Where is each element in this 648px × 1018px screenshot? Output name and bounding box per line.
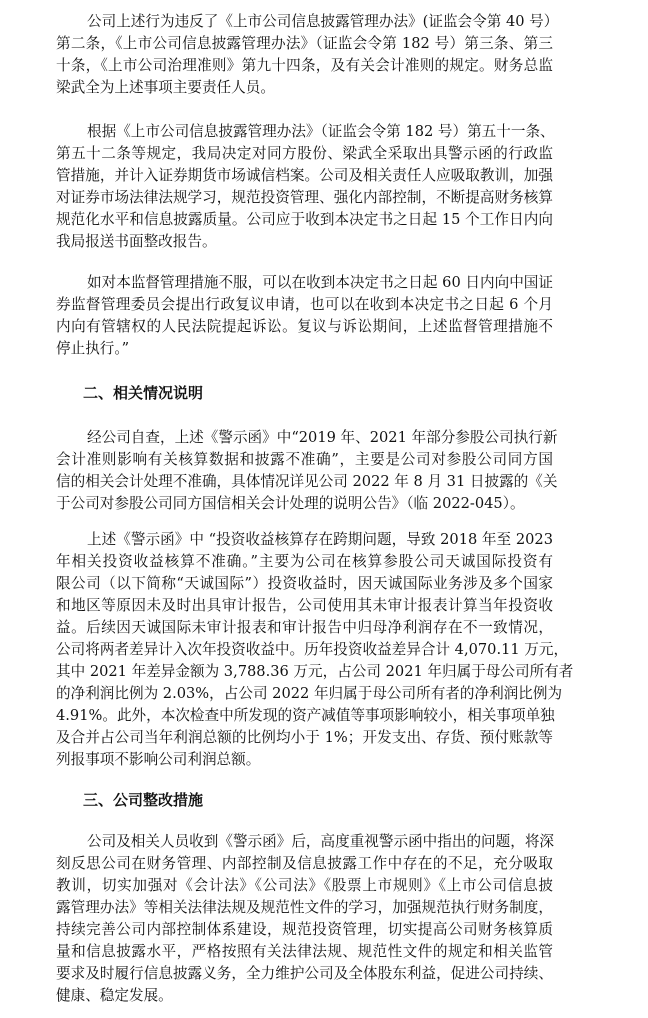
text-line: 公司及相关人员收到《警示函》后，高度重视警示函中指出的问题，将深 (87, 833, 555, 850)
text-line: 如对本监督管理措施不服，可以在收到本决定书之日起 60 日内向中国证 (87, 274, 553, 291)
text-line: 教训，切实加强对《会计法》《公司法》《股票上市规则》《上市公司信息披 (56, 877, 553, 894)
text-line: 健康、稳定发展。 (56, 987, 173, 1004)
text-line: 管措施，并计入证券期货市场诚信档案。公司及相关责任人应吸取教训，加强 (56, 167, 553, 184)
text-line: 其中 2021 年差异金额为 3,788.36 万元，占公司 2021 年归属于母公司所有者 (56, 663, 574, 680)
text-line: 经公司自查，上述《警示函》中“2019 年、2021 年部分参股公司执行新 (87, 429, 558, 446)
text-line: 公司将两者差异计入次年投资收益中。历年投资收益差异合计 4,070.11 万元， (56, 641, 569, 658)
text-line: 根据《上市公司信息披露管理办法》（证监会令第 182 号）第五十一条、 (87, 123, 555, 140)
paragraph-violation (56, 11, 559, 99)
text-line: 4.91%。此外，本次检查中所发现的资产减值等事项影响较小，相关事项单独 (56, 707, 555, 724)
paragraph-self-inspection (56, 427, 558, 515)
text-line: 持续完善公司内部控制体系建设，规范投资管理，切实提高公司财务核算质 (56, 921, 553, 938)
text-line: 和地区等原因未及时出具审计报告，公司使用其未审计报表计算当年投资收 (56, 597, 553, 614)
text-line: 公司上述行为违反了《上市公司信息披露管理办法》(证监会令第 40 号） (87, 13, 559, 30)
text-line: 露管理办法》等相关法律法规及规范性文件的学习，加强规范执行财务制度， (56, 899, 553, 916)
text-line: 信的相关会计处理不准确，具体情况详见公司 2022 年 8 月 31 日披露的《关 (56, 473, 558, 490)
text-line: 限公司（以下简称“天诚国际”）投资收益时，因天诚国际业务涉及多个国家 (56, 575, 553, 592)
text-line: 第五十二条等规定，我局决定对同方股份、梁武全采取出具警示函的行政监 (56, 145, 553, 162)
text-line: 我局报送书面整改报告。 (56, 233, 217, 250)
text-line: 量和信息披露水平，严格按照有关法律法规、规范性文件的规定和相关监管 (56, 943, 553, 960)
paragraph-rectification-measures (56, 831, 553, 1007)
text-line: 于公司对参股公司同方国信相关会计处理的说明公告》（临 2022-045）。 (56, 495, 525, 512)
section-heading-related-situation: 二、相关情况说明 (83, 384, 204, 402)
text-line: 要求及时履行信息披露义务，全力维护公司及全体股东利益，促进公司持续、 (56, 965, 553, 982)
text-line: 梁武全为上述事项主要责任人员。 (56, 79, 275, 96)
paragraph-appeal-rights (56, 272, 553, 360)
text-line: 内向有管辖权的人民法院提起诉讼。复议与诉讼期间，上述监督管理措施不 (56, 318, 553, 335)
text-line: 对证券市场法律法规学习，规范投资管理、强化内部控制，不断提高财务核算 (56, 189, 553, 206)
text-line: 年相关投资收益核算不准确。”主要为公司在核算参股公司天诚国际投资有 (56, 553, 553, 570)
text-line: 的净利润比例为 2.03%，占公司 2022 年归属于母公司所有者的净利润比例为 (56, 685, 563, 702)
text-line: 上述《警示函》中 “投资收益核算存在跨期问题，导致 2018 年至 2023 (87, 531, 553, 548)
text-line: 十条，《上市公司治理准则》第九十四条，及有关会计准则的规定。财务总监 (56, 57, 553, 74)
text-line: 刻反思公司在财务管理、内部控制及信息披露工作中存在的不足，充分吸取 (56, 855, 553, 872)
paragraph-regulatory-measure (56, 121, 553, 253)
text-line: 第二条，《上市公司信息披露管理办法》（证监会令第 182 号）第三条、第三 (56, 35, 553, 52)
text-line: 益。后续因天诚国际未审计报表和审计报告中归母净利润存在不一致情况， (56, 619, 553, 636)
text-line: 券监督管理委员会提出行政复议申请，也可以在收到本决定书之日起 6 个月 (56, 296, 553, 313)
section-heading-rectification: 三、公司整改措施 (83, 791, 204, 809)
text-line: 及合并占公司当年利润总额的比例均小于 1%；开发支出、存货、预付账款等 (56, 729, 553, 746)
paragraph-investment-income (56, 529, 574, 771)
text-line: 会计准则影响有关核算数据和披露不准确”，主要是公司对参股公司同方国 (56, 451, 553, 468)
text-line: 列报事项不影响公司利润总额。 (56, 751, 261, 768)
text-line: 规范化水平和信息披露质量。公司应于收到本决定书之日起 15 个工作日内向 (56, 211, 553, 228)
text-line: 停止执行。” (56, 340, 130, 357)
